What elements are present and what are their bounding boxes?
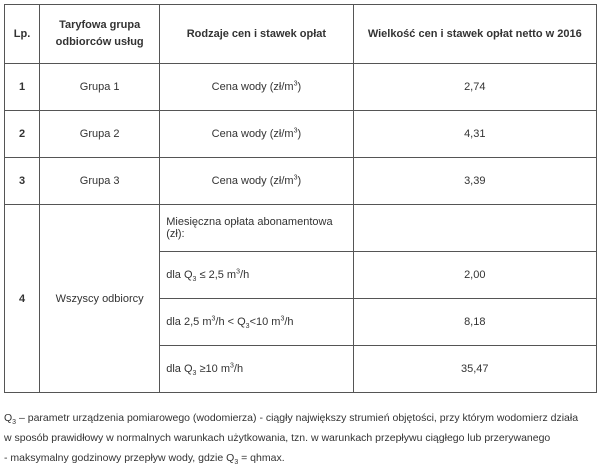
footnote <box>4 408 598 468</box>
row-group: Grupa 3 <box>40 158 160 205</box>
row-value: 8,18 <box>353 299 596 346</box>
row-value-empty <box>353 205 596 252</box>
row-value: 2,00 <box>353 252 596 299</box>
row-lp: 4 <box>5 205 40 393</box>
fee-label: Miesięczna opłata abonamentowa (zł): <box>160 205 353 252</box>
header-lp: Lp. <box>5 5 40 64</box>
row-type: dla $Q_3 \le 2,5$ $m^3/h$ <box>160 252 353 299</box>
table-row <box>5 111 597 158</box>
header-row <box>5 5 597 64</box>
table-row <box>5 205 597 252</box>
table-row <box>5 64 597 111</box>
tariff-table <box>4 4 597 393</box>
row-group: Wszyscy odbiorcy <box>40 205 160 393</box>
row-type: Cena wody $(zł/m^3)$ <box>160 158 353 205</box>
footnote-line-2: w sposób prawidłowy w normalnych warunkach użytkowania, tzn. w warunkach przepływu ciągłego lub przerywanego <box>4 432 551 444</box>
row-type: Cena wody $(zł/m^3)$ <box>160 111 353 158</box>
footnote-line-1: $Q_3$ – parametr urządzenia pomiarowego (wodomierza) - ciągły największy strumień objętości, przy którym wodomierz działa <box>4 412 579 427</box>
header-value: Wielkość cen i stawek opłat netto w 2016 <box>353 5 596 64</box>
header-type: Rodzaje cen i stawek opłat <box>160 5 353 64</box>
row-value: 2,74 <box>353 64 596 111</box>
row-lp: 3 <box>5 158 40 205</box>
row-group: Grupa 1 <box>40 64 160 111</box>
row-lp: 2 <box>5 111 40 158</box>
row-lp: 1 <box>5 64 40 111</box>
header-group: Taryfowa grupa odbiorców usług <box>40 5 160 64</box>
row-type: dla 2,5 $m^3/h < Q_3<10$ $m^3/h$ <box>160 299 353 346</box>
row-value: 35,47 <box>353 346 596 393</box>
footnote-line-3: - maksymalny godzinowy przepływ wody, gdzie $Q_3 = qhmax$. <box>4 452 285 467</box>
table-row <box>5 158 597 205</box>
row-value: 3,39 <box>353 158 596 205</box>
row-type: Cena wody $(zł/m^3)$ <box>160 64 353 111</box>
row-type: dla $Q_3 \ge 10$ $m^3/h$ <box>160 346 353 393</box>
row-group: Grupa 2 <box>40 111 160 158</box>
row-value: 4,31 <box>353 111 596 158</box>
